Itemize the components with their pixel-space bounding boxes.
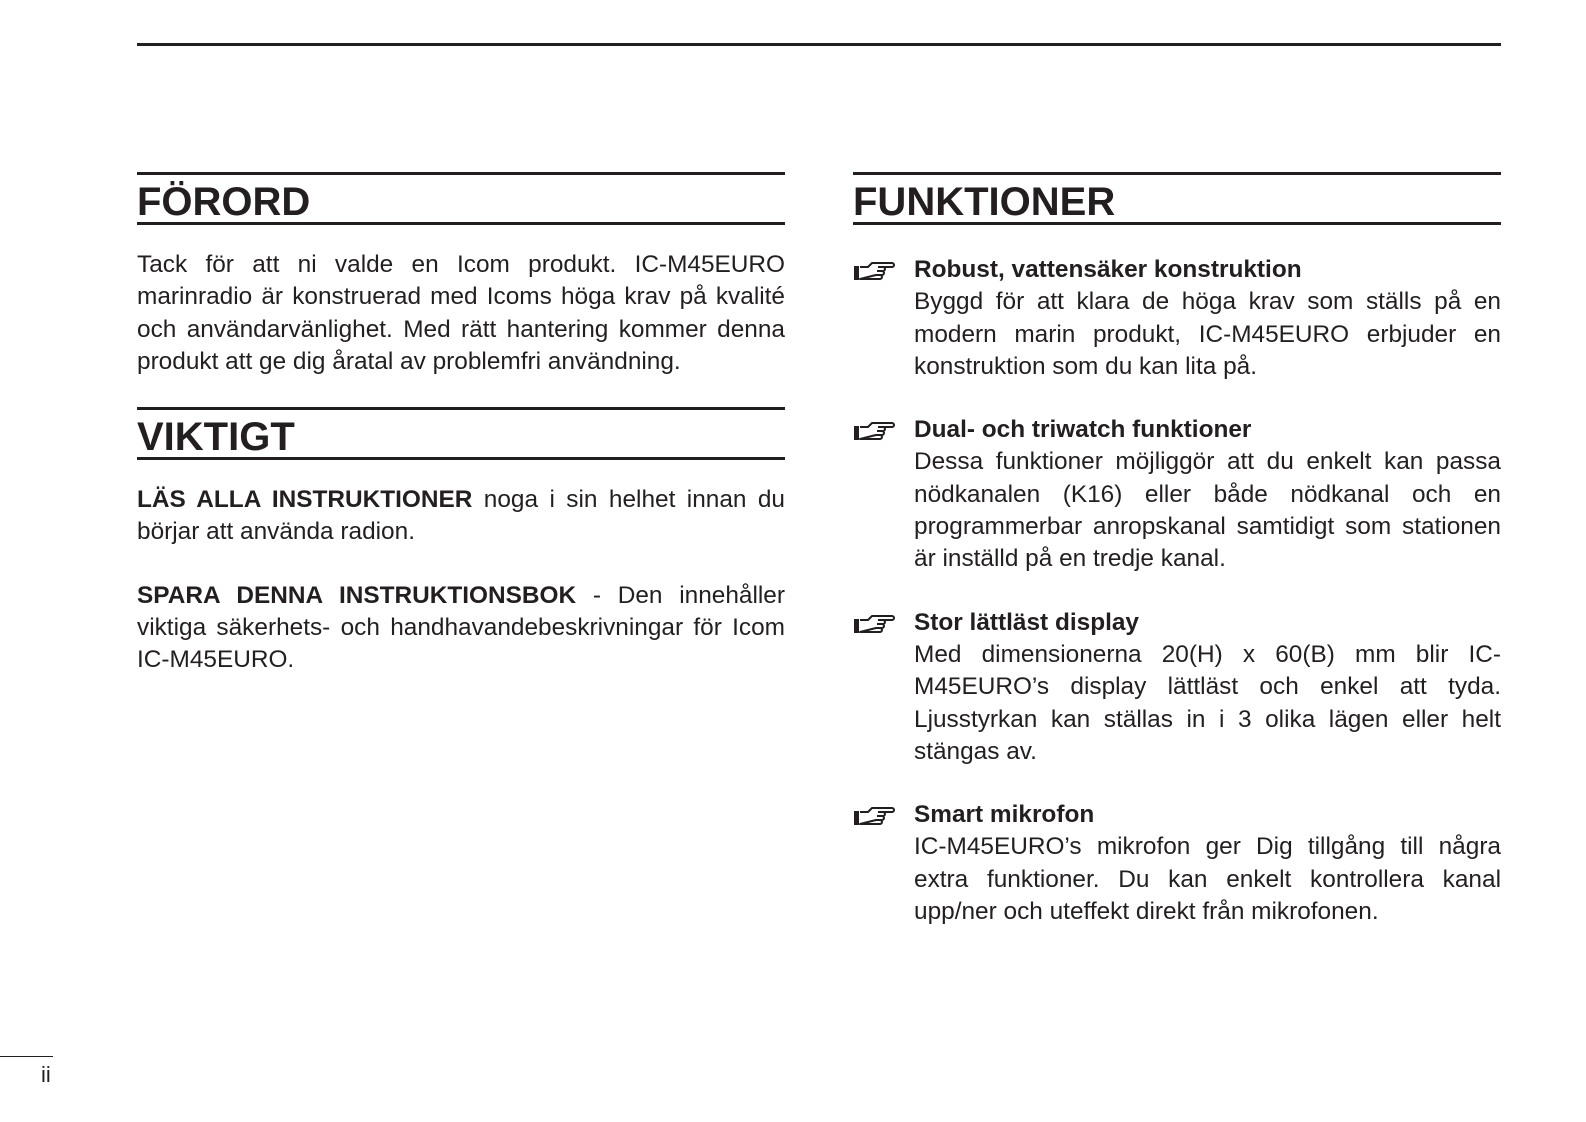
right-column [853,172,1501,928]
feature-body: IC-M45EURO’s mikrofon ger Dig tillgång till några extra funktioner. Du kan enkelt kontrollera kanal upp/ner och uteffekt direkt från mikrofonen. [914,833,1501,926]
feature-title: Dual- och triwatch funktioner [914,416,1252,444]
viktigt-paragraph-1 [137,484,785,549]
feature-body: Byggd för att klara de höga krav som ställs på en modern marin produkt, IC-M45EURO erbjuder en konstruktion som du kan lita på. [914,288,1501,380]
feature-body: Med dimensionerna 20(H) x 60(B) mm blir IC-M45EURO’s display lättläst och enkel att tyda. Ljusstyrkan kan ställas in i 3 olika lägen eller helt stängas av. [914,640,1501,765]
viktigt-p1-bold: LÄS ALLA INSTRUKTIONER [137,486,473,514]
funktioner-heading: FUNKTIONER [853,172,1501,225]
page-number-rule [0,1056,53,1057]
feature-title: Stor lättläst display [914,608,1139,636]
feature-body: Dessa funktioner möjliggör att du enkelt kan passa nödkanalen (K16) eller både nödkanal och en programmerbar anropskanal samtidigt som stationen är inställd på en tredje kanal. [914,448,1501,573]
feature-item [853,414,1501,575]
viktigt-p2-bold: SPARA DENNA INSTRUKTIONSBOK [137,581,577,609]
left-column [137,172,785,677]
feature-item [853,254,1501,383]
feature-title: Smart mikrofon [914,801,1095,829]
top-divider [137,43,1501,46]
pointing-hand-icon [853,613,895,635]
feature-item [853,799,1501,928]
feature-title: Robust, vattensäker konstruktion [914,256,1302,283]
viktigt-heading: VIKTIGT [137,407,785,460]
feature-item [853,607,1501,768]
pointing-hand-icon [853,805,895,827]
viktigt-paragraph-2 [137,580,785,677]
forord-heading: FÖRORD [137,172,785,225]
page-number: ii [41,1062,51,1087]
pointing-hand-icon [853,260,895,282]
forord-text: Tack för att ni valde en Icom produkt. IC-M45EURO marinradio är konstruerad med Icoms höga krav på kvalité och användarvänlighet. Med rätt hantering kommer denna produkt att ge dig åratal av problemfri användning. [137,251,785,375]
viktigt-p2-text: - Den innehåller viktiga säkerhets- och handhavandebeskrivningar för Icom IC-M45EURO. [137,581,785,674]
pointing-hand-icon [853,420,895,442]
viktigt-p1-text: noga i sin helhet innan du börjar att använda radion. [137,486,785,546]
